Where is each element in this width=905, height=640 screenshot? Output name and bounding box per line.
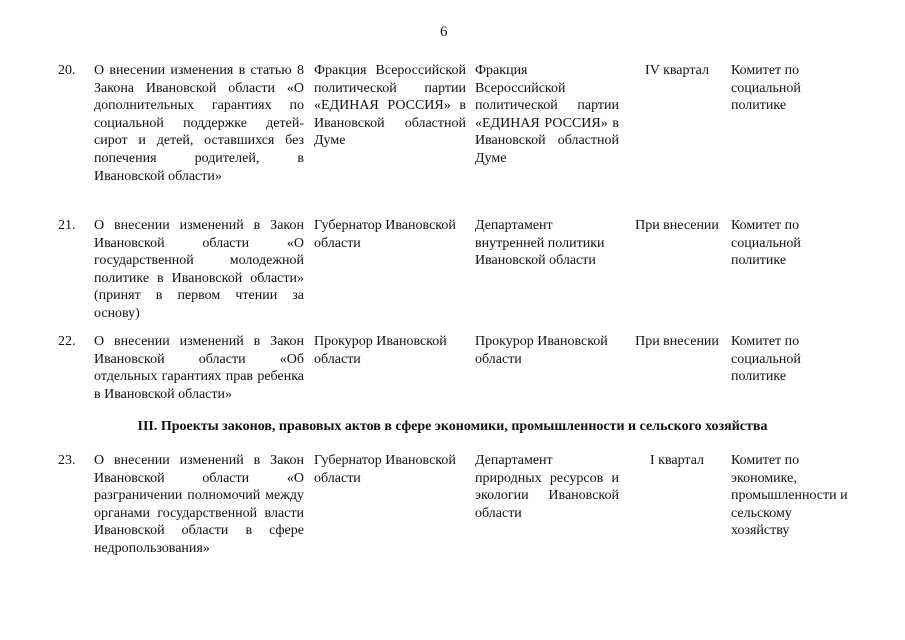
responsible: Департамент внутренней политики Ивановской области bbox=[475, 218, 605, 269]
term: При внесении bbox=[635, 334, 719, 349]
responsible: Департамент природных ресурсов и экологии Ивановской области bbox=[475, 453, 619, 521]
page-number: 6 bbox=[440, 24, 448, 40]
row-number: 21. bbox=[58, 218, 76, 233]
law-title: О внесении изменений в Закон Ивановской области «О разграничении полномочий между органами государственной власти Ивановской области в сфере недропользования» bbox=[94, 453, 304, 556]
responsible: Фракция Всероссийской политической партии «ЕДИНАЯ РОССИЯ» в Ивановской областной Думе bbox=[475, 63, 619, 166]
row-number: 23. bbox=[58, 453, 76, 468]
row-number: 20. bbox=[58, 63, 76, 78]
row-number: 22. bbox=[58, 334, 76, 349]
initiator: Фракция Всероссийской политической партии «ЕДИНАЯ РОССИЯ» в Ивановской областной Думе bbox=[314, 63, 466, 149]
responsible: Прокурор Ивановской области bbox=[475, 334, 608, 367]
law-title: О внесении изменений в Закон Ивановской области «Об отдельных гарантиях прав ребенка в Ивановской области» bbox=[94, 334, 304, 402]
committee: Комитет по экономике, промышленности и сельскому хозяйству bbox=[731, 453, 848, 539]
law-title: О внесении изменения в статью 8 Закона Ивановской области «О дополнительных гарантиях по социальной поддержке детей-сирот и детей, оставшихся без попечения родителей, в Ивановской области» bbox=[94, 63, 304, 184]
term: При внесении bbox=[635, 218, 719, 233]
term: IV квартал bbox=[645, 63, 709, 78]
initiator: Прокурор Ивановской области bbox=[314, 334, 447, 367]
section-heading: III. Проекты законов, правовых актов в сфере экономики, промышленности и сельского хозяйства bbox=[137, 419, 768, 434]
term: I квартал bbox=[649, 453, 705, 468]
initiator: Губернатор Ивановской области bbox=[314, 453, 456, 486]
law-title: О внесении изменений в Закон Ивановской области «О государственной молодежной политике в Ивановской области» (принят в первом чтении за основу) bbox=[94, 218, 304, 321]
initiator: Губернатор Ивановской области bbox=[314, 218, 456, 251]
committee: Комитет по социальной политике bbox=[731, 334, 801, 385]
committee: Комитет по социальной политике bbox=[731, 63, 801, 114]
committee: Комитет по социальной политике bbox=[731, 218, 801, 269]
